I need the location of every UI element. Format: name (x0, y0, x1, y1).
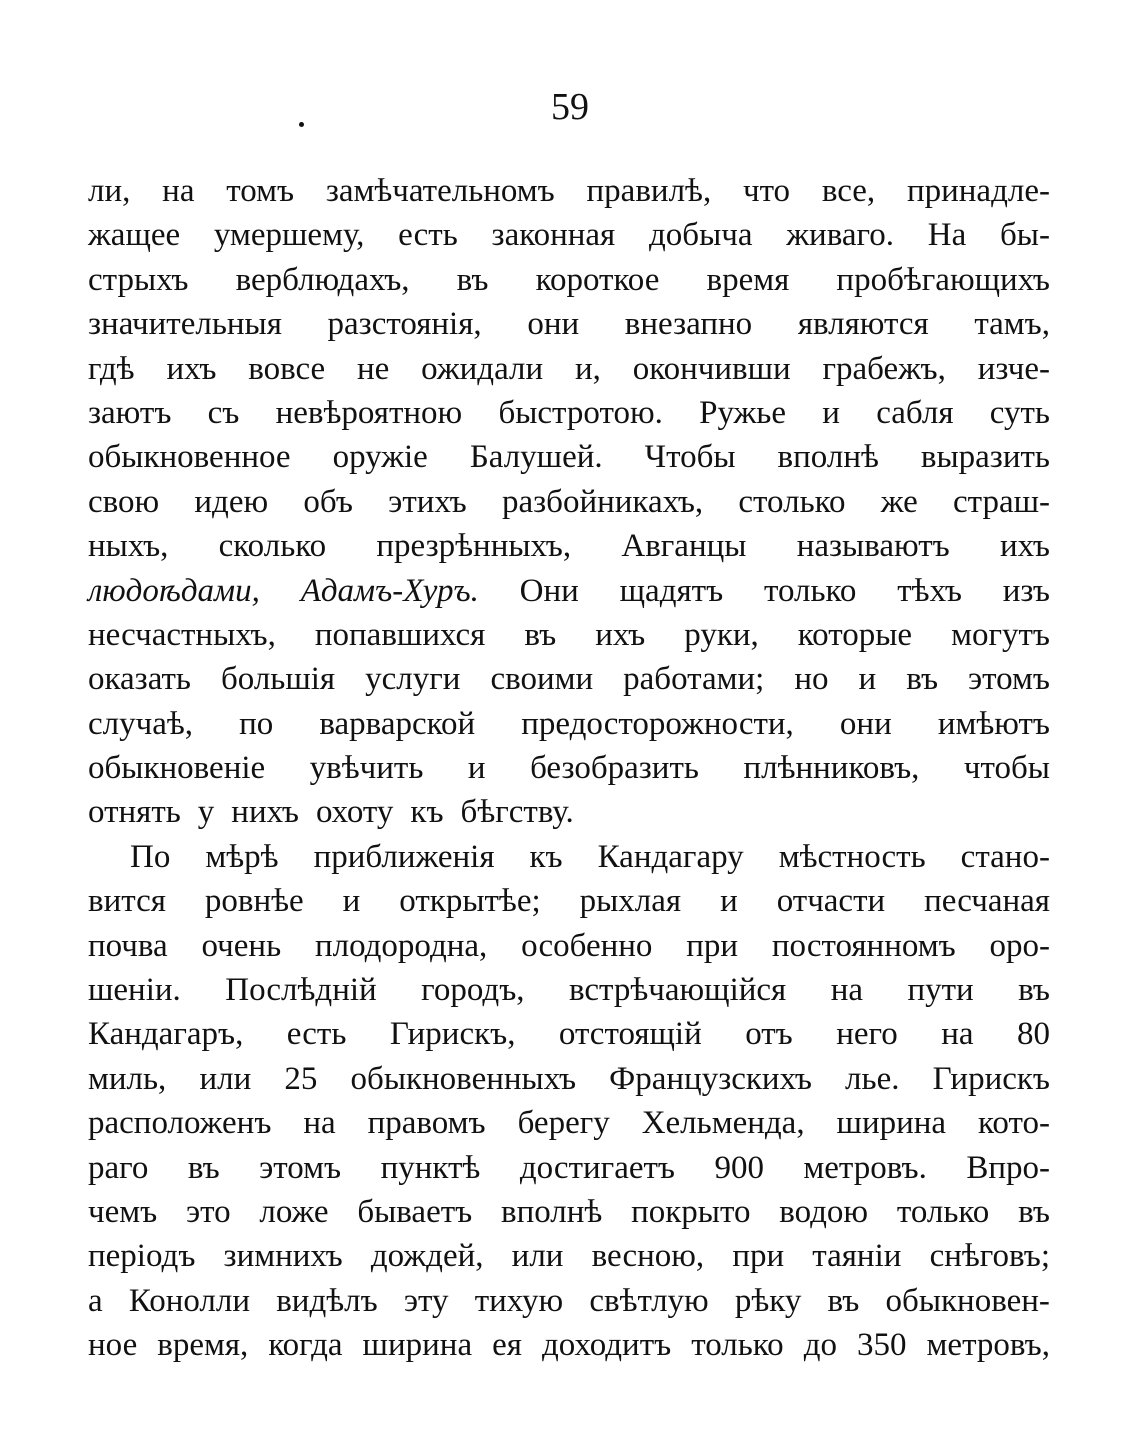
word: варварской (319, 706, 476, 742)
word: тамъ, (974, 306, 1050, 342)
word: встрѣчающійся (569, 972, 787, 1008)
word: достигаетъ (519, 1150, 675, 1186)
word: особенно (521, 928, 653, 964)
word: Кандагару (597, 839, 744, 875)
word: которые (797, 617, 913, 653)
word: увѣчить (309, 750, 424, 786)
word: видѣлъ (276, 1283, 378, 1319)
word: или (511, 1238, 564, 1274)
word: чтобы (963, 750, 1050, 786)
text-line (88, 175, 1050, 208)
word: оружіе (332, 439, 428, 475)
word: свѣтлую (589, 1283, 709, 1319)
word: разбойникахъ, (501, 484, 704, 520)
word: Они (519, 573, 579, 609)
word: охоту (315, 794, 394, 830)
word: оказать (88, 661, 191, 697)
word: тѣхъ (897, 573, 962, 609)
word: обыкновенныхъ (350, 1061, 577, 1097)
word: и (822, 395, 840, 431)
word: быстротою. (498, 395, 663, 431)
word: Авганцы (621, 528, 747, 564)
word: періодъ (88, 1238, 196, 1274)
word: руки, (684, 617, 759, 653)
word: къ (529, 839, 563, 875)
word: окончивши (632, 351, 791, 387)
word: есть (286, 1016, 347, 1052)
word: къ (410, 794, 444, 830)
text-line (88, 219, 1050, 252)
text-line (88, 619, 1050, 652)
word: вовсе (248, 351, 326, 387)
word: бываетъ (357, 1194, 473, 1230)
word: и, (574, 351, 601, 387)
word: законная (491, 217, 616, 253)
word: По (130, 839, 171, 875)
text-line (130, 841, 1050, 874)
word: расположенъ (88, 1105, 272, 1141)
word: вполнѣ (777, 439, 879, 475)
word: или (199, 1061, 252, 1097)
text-line (88, 575, 1050, 608)
word: ныхъ, (88, 528, 169, 564)
word: добыча (648, 217, 753, 253)
word: въ (827, 1283, 860, 1319)
word: и (467, 750, 486, 786)
word: обыкновеніе (88, 750, 266, 786)
word: метровъ, (926, 1327, 1050, 1363)
word: внезапно (624, 306, 753, 342)
word: услуги (365, 661, 461, 697)
text-line (88, 264, 1050, 297)
word: презрѣнныхъ, (376, 528, 572, 564)
word: постоянномъ (771, 928, 956, 964)
text-line (88, 486, 1050, 519)
word: суть (989, 395, 1050, 431)
word: ихъ (166, 351, 217, 387)
word: зимнихъ (223, 1238, 343, 1274)
word: чемъ (88, 1194, 158, 1230)
word: плѣнниковъ, (743, 750, 920, 786)
word: ожидали (421, 351, 544, 387)
word: бѣгству. (460, 794, 574, 830)
text-line (88, 308, 1050, 341)
word: обыкновен- (885, 1283, 1050, 1319)
word: живаго. (786, 217, 894, 253)
word: мѣстность (778, 839, 926, 875)
word: у (197, 794, 215, 830)
text-line (88, 1152, 1050, 1185)
word: на (303, 1105, 336, 1141)
word: кото- (978, 1105, 1050, 1141)
word: это (185, 1194, 231, 1230)
text-line (88, 397, 1050, 430)
word: время, (157, 1327, 249, 1363)
word: при (732, 1238, 785, 1274)
word: изче- (977, 351, 1050, 387)
word: Гирискъ (932, 1061, 1050, 1097)
word: невѣроятною (275, 395, 463, 431)
word: раго (88, 1150, 149, 1186)
word: шеніи. (88, 972, 181, 1008)
word: когда (268, 1327, 343, 1363)
word: отстоящій (558, 1016, 702, 1052)
word: нихъ (231, 794, 299, 830)
word: отъ (745, 1016, 793, 1052)
page-number: 59 (551, 86, 589, 128)
text-line (88, 930, 1050, 963)
word: городъ, (421, 972, 525, 1008)
word: попавшихся (314, 617, 486, 653)
word: отнять (88, 794, 181, 830)
word: а (88, 1283, 103, 1319)
word: страш- (952, 484, 1050, 520)
word: метровъ. (803, 1150, 927, 1186)
word: они (527, 306, 580, 342)
word: что (742, 173, 791, 209)
word: могутъ (951, 617, 1050, 653)
word: въ (456, 262, 489, 298)
word: только (896, 1194, 990, 1230)
word: мѣрѣ (205, 839, 279, 875)
text-line (88, 1018, 1050, 1051)
word: правилѣ, (586, 173, 712, 209)
word: ное (88, 1327, 138, 1363)
word: этомъ (259, 1150, 342, 1186)
word: при (686, 928, 739, 964)
word: ихъ (1000, 528, 1050, 564)
word: ея (492, 1327, 522, 1363)
word: въ (187, 1150, 220, 1186)
word: оро- (989, 928, 1050, 964)
word: обыкновенное (88, 439, 291, 475)
word: отчасти (776, 883, 886, 919)
word: эту (403, 1283, 449, 1319)
word: объ (303, 484, 353, 520)
text-line (88, 1196, 1050, 1229)
word: правомъ (367, 1105, 486, 1141)
text-line (88, 1063, 1050, 1096)
word: гдѣ (88, 351, 135, 387)
text-line (88, 353, 1050, 386)
word: въ (906, 661, 939, 697)
word: своими (490, 661, 594, 697)
word: лье. (845, 1061, 900, 1097)
word: пути (907, 972, 974, 1008)
text-line (88, 441, 1050, 474)
word: очень (201, 928, 282, 964)
word: снѣговъ; (929, 1238, 1050, 1274)
word: приближенія (313, 839, 495, 875)
word: щадятъ (619, 573, 724, 609)
word: большія (220, 661, 336, 697)
word: Адамъ-Хуръ. (300, 573, 479, 609)
word: ширина (836, 1105, 947, 1141)
word: этихъ (388, 484, 467, 520)
text-line (88, 796, 1050, 829)
word: Кандагаръ, (88, 1016, 244, 1052)
word: съ (207, 395, 240, 431)
word: ложе (259, 1194, 329, 1230)
word: значительныя (88, 306, 282, 342)
word: работами; (623, 661, 765, 697)
word: Конолли (128, 1283, 251, 1319)
word: дождей, (370, 1238, 484, 1274)
word: заютъ (88, 395, 172, 431)
word: въ (1018, 972, 1050, 1008)
word: сабля (876, 395, 954, 431)
word: разстоянія, (327, 306, 482, 342)
text-line (88, 663, 1050, 696)
word: весною, (591, 1238, 705, 1274)
word: песчаная (924, 883, 1050, 919)
word: умершему, (213, 217, 365, 253)
word: рѣку (734, 1283, 802, 1319)
word: рыхлая (579, 883, 682, 919)
text-line (88, 530, 1050, 563)
word: почва (88, 928, 168, 964)
word: по (239, 706, 274, 742)
word: пробѣгающихъ (836, 262, 1050, 298)
word: короткое (535, 262, 660, 298)
word: доходитъ (541, 1327, 672, 1363)
word: людоѣдами, (88, 573, 260, 609)
word: покрыто (631, 1194, 751, 1230)
word: на (941, 1016, 974, 1052)
word: 80 (1016, 1016, 1050, 1052)
word: таяніи (812, 1238, 902, 1274)
text-line (88, 885, 1050, 918)
word: вполнѣ (500, 1194, 603, 1230)
word: ширина (362, 1327, 473, 1363)
word: водою (779, 1194, 869, 1230)
word: Ружье (699, 395, 787, 431)
word: Чтобы (644, 439, 736, 475)
word: открытѣе; (399, 883, 541, 919)
word: имѣютъ (937, 706, 1050, 742)
word: же (880, 484, 918, 520)
text-line (88, 1107, 1050, 1140)
word: сколько (218, 528, 327, 564)
word: тихую (474, 1283, 564, 1319)
text-line (88, 1240, 1050, 1273)
word: на (830, 972, 864, 1008)
word: являются (797, 306, 929, 342)
word: 25 (284, 1061, 318, 1097)
word: и (720, 883, 738, 919)
word: изъ (1002, 573, 1050, 609)
text-line (88, 708, 1050, 741)
word: только (763, 573, 857, 609)
word: все, (821, 173, 876, 209)
word: Французскихъ (609, 1061, 812, 1097)
word: ихъ (595, 617, 646, 653)
ink-dot (299, 122, 304, 127)
word: принадле- (906, 173, 1050, 209)
word: миль, (88, 1061, 167, 1097)
word: верблюдахъ, (235, 262, 410, 298)
word: 900 (714, 1150, 764, 1186)
word: въ (1018, 1194, 1050, 1230)
text-line (88, 1285, 1050, 1318)
text-line (88, 974, 1050, 1007)
word: свою (88, 484, 160, 520)
word: пунктѣ (380, 1150, 481, 1186)
word: до (803, 1327, 837, 1363)
word: и (342, 883, 361, 919)
word: грабежъ, (822, 351, 946, 387)
text-line (88, 752, 1050, 785)
word: они (839, 706, 892, 742)
word: него (836, 1016, 898, 1052)
word: выразить (920, 439, 1050, 475)
word: столько (738, 484, 846, 520)
word: Хельменда, (641, 1105, 805, 1141)
word: берегу (517, 1105, 610, 1141)
word: плодородна, (314, 928, 488, 964)
word: предосторожности, (521, 706, 794, 742)
word: Гирискъ, (389, 1016, 516, 1052)
word: На (927, 217, 967, 253)
word: Послѣдній (225, 972, 377, 1008)
word: ли, (88, 173, 131, 209)
word: жащее (88, 217, 181, 253)
word: стрыхъ (88, 262, 189, 298)
word: называютъ (796, 528, 950, 564)
word: въ (524, 617, 557, 653)
word: но (794, 661, 829, 697)
word: вится (88, 883, 166, 919)
word: на (162, 173, 195, 209)
word: томъ (226, 173, 295, 209)
word: несчастныхъ, (88, 617, 276, 653)
word: только (691, 1327, 784, 1363)
word: ровнѣе (204, 883, 304, 919)
word: этомъ (968, 661, 1050, 697)
word: Впро- (966, 1150, 1050, 1186)
word: время (706, 262, 790, 298)
word: идею (194, 484, 269, 520)
word: Балушей. (469, 439, 603, 475)
word: не (357, 351, 390, 387)
word: и (858, 661, 877, 697)
word: безобразить (530, 750, 699, 786)
word: случаѣ, (88, 706, 194, 742)
text-line (88, 1329, 1050, 1362)
word: стано- (960, 839, 1050, 875)
word: замѣчательномъ (325, 173, 555, 209)
word: бы- (999, 217, 1050, 253)
word: есть (398, 217, 458, 253)
word: 350 (857, 1327, 907, 1363)
